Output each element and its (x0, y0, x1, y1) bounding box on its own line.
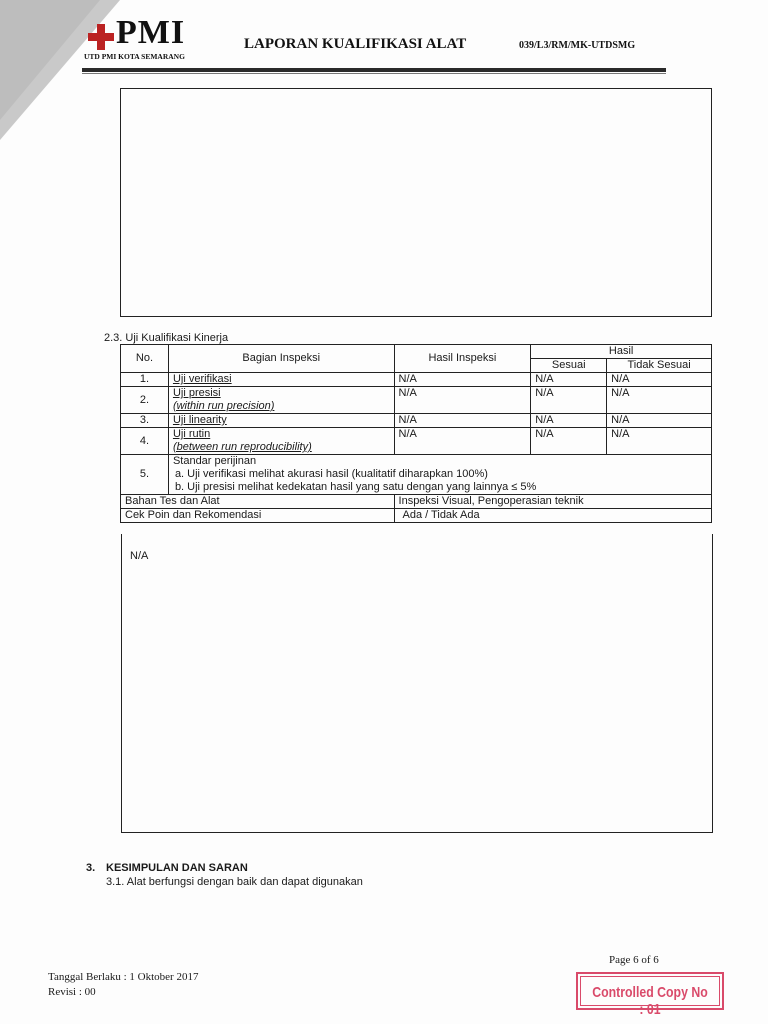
col-bagian-inspeksi: Bagian Inspeksi (168, 345, 394, 373)
row-hasil-inspeksi: N/A (394, 373, 531, 387)
row-hasil-inspeksi: N/A (394, 428, 531, 455)
row-item-label: Uji rutin (172, 428, 211, 440)
recommendation-box (121, 534, 713, 833)
row-item (168, 428, 394, 455)
standard-cell (168, 455, 711, 495)
performance-qualification-table (120, 344, 712, 523)
standard-title: Standar perijinan (172, 455, 257, 467)
logo-text: PMI (116, 14, 186, 51)
conclusion-item: 3.1. Alat berfungsi dengan baik dan dapat digunakan (106, 876, 363, 888)
red-cross-icon (88, 24, 114, 50)
col-no: No. (121, 345, 169, 373)
row-item-sub: (within run precision) (172, 400, 275, 412)
row-tidak-sesuai: N/A (607, 387, 712, 414)
recommendation-text: N/A (130, 550, 149, 562)
table-row (121, 373, 712, 387)
col-hasil: Hasil (531, 345, 712, 359)
controlled-copy-stamp (576, 972, 724, 1018)
table-row (121, 428, 712, 455)
effective-date: Tanggal Berlaku : 1 Oktober 2017 (48, 971, 199, 983)
row-sesuai: N/A (531, 387, 607, 414)
table-row-standard (121, 455, 712, 495)
table-row-cek (121, 509, 712, 523)
header-rule-thin (82, 73, 666, 74)
bahan-label: Bahan Tes dan Alat (121, 495, 395, 509)
row-tidak-sesuai: N/A (607, 373, 712, 387)
page-number: Page 6 of 6 (609, 954, 659, 966)
bahan-value: Inspeksi Visual, Pengoperasian teknik (394, 495, 711, 509)
row-item (168, 414, 394, 428)
row-item-label: Uji presisi (172, 387, 221, 399)
stamp-text: Controlled Copy No : 01 (592, 984, 708, 1018)
row-hasil-inspeksi: N/A (394, 387, 531, 414)
image-placeholder-box (120, 88, 712, 317)
row-item-sub: (between run reproducibility) (172, 441, 312, 453)
table-row-bahan (121, 495, 712, 509)
standard-line-b: b. Uji presisi melihat kedekatan hasil yang satu dengan yang lainnya ≤ 5% (174, 481, 537, 493)
revision: Revisi : 00 (48, 986, 96, 998)
table-header-row (121, 345, 712, 359)
row-hasil-inspeksi: N/A (394, 414, 531, 428)
col-tidak-sesuai: Tidak Sesuai (607, 359, 712, 373)
row-sesuai: N/A (531, 373, 607, 387)
col-hasil-inspeksi: Hasil Inspeksi (394, 345, 531, 373)
row-number: 2. (121, 387, 169, 414)
conclusion-title: KESIMPULAN DAN SARAN (106, 862, 248, 874)
cek-label: Cek Poin dan Rekomendasi (121, 509, 395, 523)
row-item-label: Uji verifikasi (172, 373, 232, 385)
section-heading: 2.3. Uji Kualifikasi Kinerja (104, 332, 229, 344)
table-row (121, 387, 712, 414)
document-code: 039/L3/RM/MK-UTDSMG (519, 40, 636, 51)
header-rule (82, 68, 666, 72)
row-number: 4. (121, 428, 169, 455)
cek-value: Ada / Tidak Ada (394, 509, 711, 523)
row-item (168, 387, 394, 414)
row-tidak-sesuai: N/A (607, 428, 712, 455)
row-number: 5. (121, 455, 169, 495)
conclusion-heading (86, 862, 248, 874)
table-row (121, 414, 712, 428)
document-title: LAPORAN KUALIFIKASI ALAT (244, 36, 467, 52)
row-tidak-sesuai: N/A (607, 414, 712, 428)
row-number: 1. (121, 373, 169, 387)
col-sesuai: Sesuai (531, 359, 607, 373)
row-sesuai: N/A (531, 428, 607, 455)
row-number: 3. (121, 414, 169, 428)
conclusion-number: 3. (86, 862, 96, 874)
row-item (168, 373, 394, 387)
logo-subtitle: UTD PMI KOTA SEMARANG (84, 52, 185, 61)
row-item-label: Uji linearity (172, 414, 227, 426)
row-sesuai: N/A (531, 414, 607, 428)
standard-line-a: a. Uji verifikasi melihat akurasi hasil (kualitatif diharapkan 100%) (174, 468, 488, 480)
